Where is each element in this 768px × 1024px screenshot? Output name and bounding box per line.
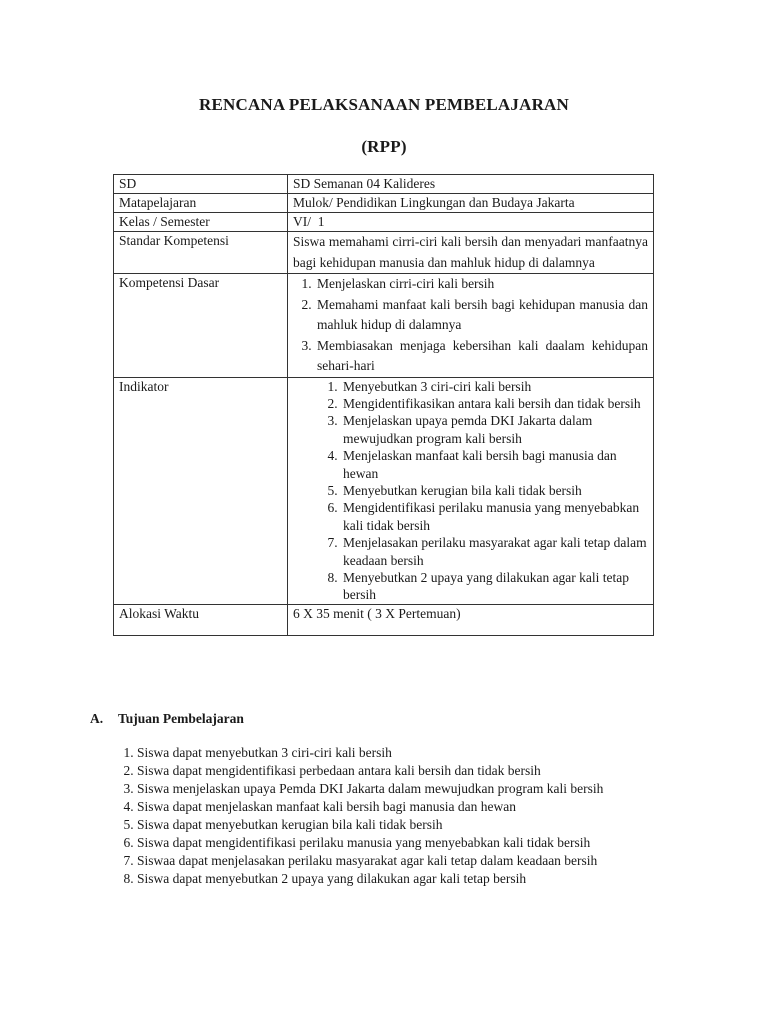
competency-standard-value: Siswa memahami cirri-ciri kali bersih dan menyadari manfaatnya bagi kehidupan manusia dan mahluk hidup di dalamnya — [288, 232, 654, 274]
list-item: 1. Menjelaskan cirri-ciri kali bersih — [315, 274, 648, 295]
class-value: VI/ 1 — [288, 213, 654, 232]
list-item: 2. Mengidentifikasikan antara kali bersih dan tidak bersih — [341, 395, 648, 412]
school-value: SD Semanan 04 Kalideres — [288, 175, 654, 194]
section-heading-tujuan — [90, 710, 244, 728]
list-item: 2. Siswa dapat mengidentifikasi perbedaan antara kali bersih dan tidak bersih — [137, 762, 697, 780]
table-row-basic-competency — [114, 274, 654, 378]
list-item: 4. Siswa dapat menjelaskan manfaat kali bersih bagi manusia dan hewan — [137, 798, 697, 816]
indicators-label: Indikator — [114, 377, 288, 604]
list-item: 4. Menjelaskan manfaat kali bersih bagi manusia dan hewan — [341, 447, 648, 482]
subject-label: Matapelajaran — [114, 194, 288, 213]
document-title: RENCANA PELAKSANAAN PEMBELAJARAN — [198, 95, 570, 114]
indicators-list — [293, 378, 648, 604]
list-item: 6. Siswa dapat mengidentifikasi perilaku manusia yang menyebabkan kali tidak bersih — [137, 834, 697, 852]
list-item: 1. Menyebutkan 3 ciri-ciri kali bersih — [341, 378, 648, 395]
basic-competency-cell — [288, 274, 654, 378]
list-item: 3. Membiasakan menjaga kebersihan kali daalam kehidupan sehari-hari — [315, 336, 648, 377]
section-letter: A. — [90, 711, 104, 726]
list-item: 5. Siswa dapat menyebutkan kerugian bila kali tidak bersih — [137, 816, 697, 834]
document-subtitle: (RPP) — [361, 137, 407, 156]
time-allocation-label: Alokasi Waktu — [114, 604, 288, 635]
table-row-competency-standard — [114, 232, 654, 274]
list-item: 3. Menjelaskan upaya pemda DKI Jakarta dalam mewujudkan program kali bersih — [341, 412, 648, 447]
list-item: 8. Menyebutkan 2 upaya yang dilakukan agar kali tetap bersih — [341, 569, 648, 604]
table-row-class — [114, 213, 654, 232]
table-row-subject — [114, 194, 654, 213]
list-item: 2. Memahami manfaat kali bersih bagi kehidupan manusia dan mahluk hidup di dalamnya — [315, 295, 648, 336]
learning-objectives-list — [113, 744, 697, 888]
list-item: 3. Siswa menjelaskan upaya Pemda DKI Jakarta dalam mewujudkan program kali bersih — [137, 780, 697, 798]
basic-competency-label: Kompetensi Dasar — [114, 274, 288, 378]
list-item: 5. Menyebutkan kerugian bila kali tidak bersih — [341, 482, 648, 499]
indicators-cell — [288, 377, 654, 604]
list-item: 7. Menjelasakan perilaku masyarakat agar kali tetap dalam keadaan bersih — [341, 534, 648, 569]
table-row-school — [114, 175, 654, 194]
school-label: SD — [114, 175, 288, 194]
time-allocation-value: 6 X 35 menit ( 3 X Pertemuan) — [288, 604, 654, 635]
list-item: 8. Siswa dapat menyebutkan 2 upaya yang dilakukan agar kali tetap bersih — [137, 870, 697, 888]
basic-competency-list — [293, 274, 648, 377]
list-item: 1. Siswa dapat menyebutkan 3 ciri-ciri kali bersih — [137, 744, 697, 762]
class-label: Kelas / Semester — [114, 213, 288, 232]
rpp-info-table — [113, 174, 654, 636]
list-item: 6. Mengidentifikasi perilaku manusia yang menyebabkan kali tidak bersih — [341, 499, 648, 534]
table-row-indicators — [114, 377, 654, 604]
subject-value: Mulok/ Pendidikan Lingkungan dan Budaya Jakarta — [288, 194, 654, 213]
list-item: 7. Siswaa dapat menjelasakan perilaku masyarakat agar kali tetap dalam keadaan bersih — [137, 852, 697, 870]
section-title: Tujuan Pembelajaran — [118, 711, 244, 726]
table-row-time-allocation — [114, 604, 654, 635]
competency-standard-label: Standar Kompetensi — [114, 232, 288, 274]
